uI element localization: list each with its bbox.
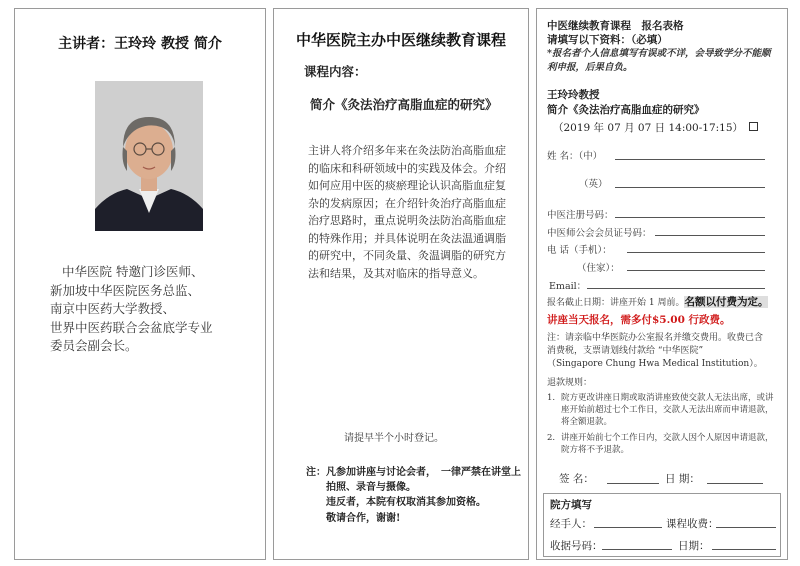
bio-line: 世界中医药联合会盆底学专业 bbox=[50, 319, 213, 335]
warning-line: *报名者个人信息填写有误或不详，会导致学分不能顺 bbox=[547, 48, 771, 59]
refund-rule-num: 1. bbox=[547, 393, 556, 403]
reg-no-input[interactable] bbox=[615, 217, 765, 218]
refund-rule bbox=[547, 432, 774, 456]
receipt-label: 收据号码： bbox=[550, 540, 603, 552]
office-use-title: 院方填写 bbox=[550, 499, 592, 511]
course-content-label: 课程内容： bbox=[304, 64, 367, 79]
note-line: 注：凡参加讲座与讨论会者， 一律严禁在讲堂上 bbox=[306, 467, 521, 478]
name-cn-input[interactable] bbox=[615, 159, 765, 160]
payment-line: 注：请亲临中华医院办公室报名并缴交费用。收费已含 bbox=[547, 333, 764, 343]
name-en-label: （英） bbox=[579, 179, 608, 190]
form-warning bbox=[547, 47, 770, 75]
warning-line: 利申报，后果自负。 bbox=[547, 62, 633, 73]
refund-rule bbox=[547, 392, 774, 428]
deadline-highlight: 名额以付费为定。 bbox=[684, 296, 769, 308]
refund-rule-line: 讲座开始前七个工作日内，交款人因个人原因申请退款， bbox=[561, 433, 774, 443]
name-en-input[interactable] bbox=[615, 187, 765, 188]
email-label: Email： bbox=[549, 281, 587, 292]
sign-label: 签 名： bbox=[559, 473, 594, 485]
note-line: 拍照、录音与摄像。 bbox=[326, 482, 416, 494]
form-fill-note: 请填写以下资料：（必填） bbox=[547, 34, 668, 46]
phone-mobile-label: 电 话（手机）： bbox=[547, 245, 612, 256]
attendance-notes bbox=[306, 465, 521, 526]
date-label: 日 期： bbox=[665, 473, 700, 485]
bio-line: 新加坡中华医院医务总监、 bbox=[50, 282, 201, 298]
bio-line: 委员会副会长。 bbox=[50, 338, 138, 353]
assoc-no-label: 中医师公会会员证号码： bbox=[547, 228, 652, 239]
payment-line: （Singapore Chung Hwa Medical Institution）。 bbox=[547, 359, 763, 369]
note-line: 敬请合作，谢谢! bbox=[326, 512, 401, 524]
refund-title: 退款规则： bbox=[547, 378, 593, 388]
handler-label: 经手人： bbox=[550, 518, 592, 530]
course-description: 主讲人将介绍多年来在灸法防治高脂血症的临床和科研领域中的实践及体会。介绍如何应用中医的痰瘀理论认识高脂血症复杂的发病原因；在介绍针灸治疗高脂血症治疗思路时，重点说明灸法防治高脂血症的特殊作用；并具体说明在灸法温通调脂的研究中，不同灸量、灸温调脂的研究方法和结果，及其对临床的指导意义。 bbox=[308, 144, 506, 280]
name-cn-label: 姓 名：（中） bbox=[547, 151, 603, 162]
phone-home-label: （住家）： bbox=[577, 263, 620, 274]
note-line: 违反者，本院有权取消其参加资格。 bbox=[326, 497, 486, 509]
refund-rule-line: 院方将不予退款。 bbox=[561, 445, 630, 455]
bio-line: 南京中医药大学教授、 bbox=[50, 301, 176, 316]
payment-note bbox=[547, 332, 763, 371]
refund-rules bbox=[547, 392, 774, 456]
form-title: 中医继续教育课程 报名表格 bbox=[547, 20, 684, 32]
speaker-photo bbox=[95, 81, 203, 231]
portrait-image bbox=[95, 81, 203, 231]
form-session-time: （2019 年 07 月 07 日 14:00-17:15） bbox=[553, 122, 744, 134]
phone-mobile-input[interactable] bbox=[627, 252, 765, 253]
course-program-title: 中华医院主办中医继续教育课程 bbox=[295, 31, 506, 49]
onsite-fee-note: 讲座当天报名，需多付$5.00 行政费。 bbox=[547, 314, 731, 326]
refund-rule-line: 将全额退款。 bbox=[561, 417, 613, 427]
speaker-bio bbox=[50, 263, 213, 356]
deadline-text: 报名截止日期：讲座开始 1 周前。 bbox=[547, 298, 685, 308]
phone-home-input[interactable] bbox=[627, 270, 765, 271]
bio-line: 中华医院 特邀门诊医师、 bbox=[62, 264, 204, 279]
office-date-input[interactable] bbox=[712, 549, 776, 550]
fee-label: 课程收费： bbox=[666, 518, 719, 530]
session-checkbox[interactable] bbox=[749, 122, 758, 131]
refund-rule-num: 2. bbox=[547, 433, 556, 443]
fee-input[interactable] bbox=[716, 527, 776, 528]
handler-input[interactable] bbox=[594, 527, 662, 528]
speaker-title: 主讲者：王玲玲 教授 简介 bbox=[58, 36, 222, 52]
registration-form-panel bbox=[536, 8, 788, 560]
payment-line: 消费税，支票请划线付款给 “中华医院” bbox=[547, 346, 704, 356]
course-panel bbox=[273, 8, 529, 560]
deadline-note bbox=[547, 296, 768, 310]
assoc-no-input[interactable] bbox=[655, 235, 765, 236]
email-input[interactable] bbox=[587, 288, 765, 289]
refund-rule-line: 院方更改讲座日期或取消讲座致使交款人无法出席，或讲 bbox=[561, 393, 774, 403]
speaker-panel bbox=[14, 8, 266, 560]
office-use-box bbox=[543, 493, 781, 557]
date-input[interactable] bbox=[707, 483, 763, 484]
sign-input[interactable] bbox=[607, 483, 659, 484]
reg-no-label: 中医注册号码： bbox=[547, 210, 614, 221]
office-date-label: 日期： bbox=[678, 540, 710, 552]
registration-hint: 请提早半个小时登记。 bbox=[344, 433, 444, 444]
form-lecturer: 王玲玲教授 bbox=[547, 89, 600, 101]
form-course: 简介《灸法治疗高脂血症的研究》 bbox=[547, 104, 705, 116]
receipt-input[interactable] bbox=[602, 549, 672, 550]
refund-rule-line: 座开始前超过七个工作日，交款人无法出席而申请退款， bbox=[561, 405, 774, 415]
course-title: 简介《灸法治疗高脂血症的研究》 bbox=[310, 97, 498, 112]
